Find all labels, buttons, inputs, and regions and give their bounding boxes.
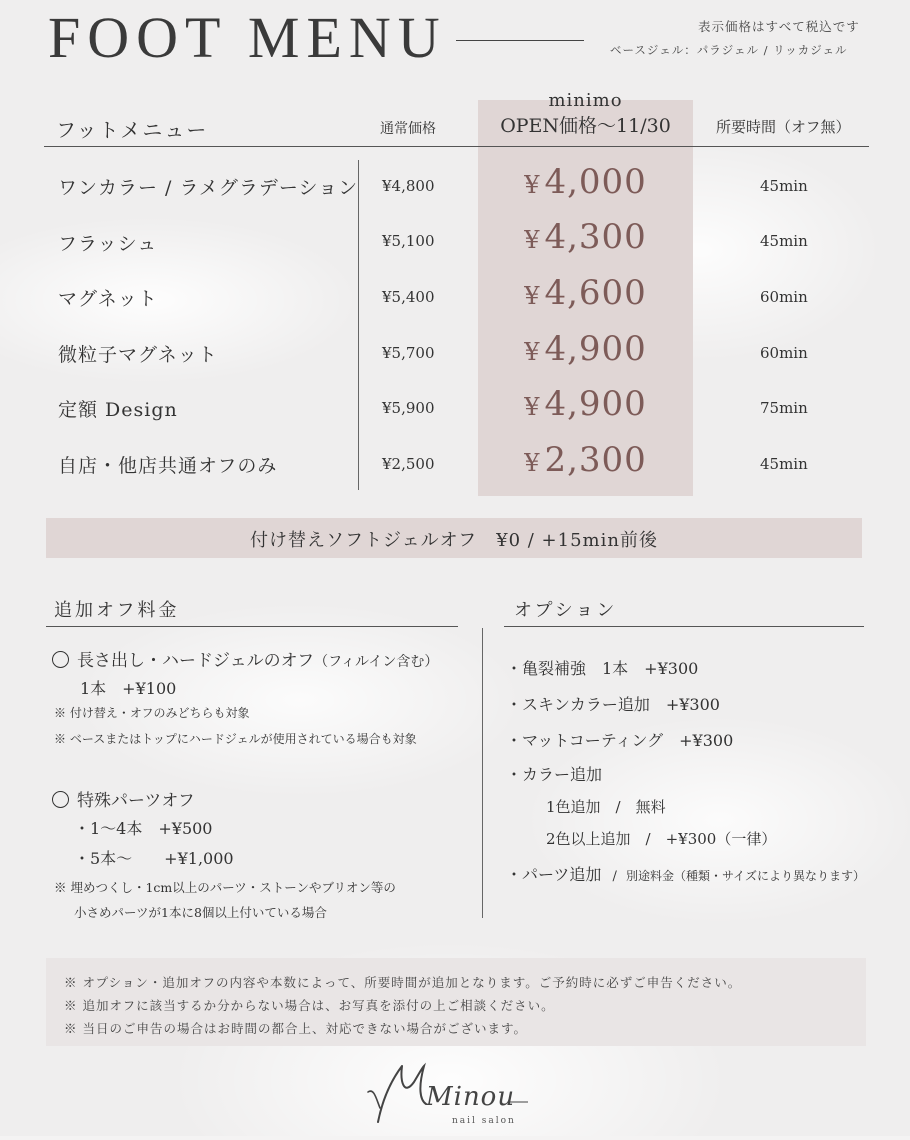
open-price bbox=[478, 217, 693, 257]
off-item-note: ※ 付け替え・オフのみどちらも対象 bbox=[54, 706, 250, 720]
open-price-value: 4,900 bbox=[544, 384, 647, 424]
column-header-open-line1: minimo bbox=[548, 90, 623, 111]
open-price bbox=[478, 440, 693, 480]
table-divider bbox=[358, 160, 359, 490]
regular-price: ¥5,700 bbox=[382, 344, 435, 362]
yen-mark: ¥ bbox=[524, 393, 541, 421]
yen-mark: ¥ bbox=[524, 338, 541, 366]
footer-note: ※ 当日のご申告の場合はお時間の都合上、対応できない場合がございます。 bbox=[64, 1021, 527, 1036]
regular-price: ¥5,100 bbox=[382, 232, 435, 250]
duration: 45min bbox=[760, 455, 808, 473]
menu-name: 微粒子マグネット bbox=[58, 344, 218, 366]
option-item-label: ・パーツ追加 bbox=[506, 865, 602, 884]
off-item-note: ※ 埋めつくし・1cm以上のパーツ・ストーンやブリオン等の bbox=[54, 880, 396, 895]
additional-off-rule bbox=[46, 626, 458, 627]
duration: 60min bbox=[760, 288, 808, 306]
regular-price: ¥4,800 bbox=[382, 177, 435, 195]
circle-bullet-icon bbox=[52, 791, 69, 808]
duration: 75min bbox=[760, 399, 808, 417]
option-sub-item: 1色追加 / 無料 bbox=[546, 798, 666, 816]
duration: 45min bbox=[760, 177, 808, 195]
regular-price: ¥5,400 bbox=[382, 288, 435, 306]
open-price-value: 4,900 bbox=[544, 329, 647, 369]
options-rule bbox=[504, 626, 864, 627]
page-title: FOOT MENU bbox=[48, 5, 447, 70]
soft-gel-off-text: 付け替えソフトジェルオフ ¥0 / +15min前後 bbox=[250, 530, 658, 551]
menu-name: マグネット bbox=[58, 288, 158, 310]
open-price bbox=[478, 329, 693, 369]
column-header-regular-price: 通常価格 bbox=[380, 121, 436, 137]
option-item-note: 別途料金（種類・サイズにより異なります） bbox=[625, 869, 865, 883]
option-item: ・亀裂補強 1本 +¥300 bbox=[506, 659, 699, 678]
regular-price: ¥5,900 bbox=[382, 399, 435, 417]
off-item-special-parts bbox=[52, 786, 195, 811]
off-item-note: ※ ベースまたはトップにハードジェルが使用されている場合も対象 bbox=[54, 732, 417, 746]
duration: 45min bbox=[760, 232, 808, 250]
off-item-note: 小さめパーツが1本に8個以上付いている場合 bbox=[74, 905, 327, 920]
open-price bbox=[478, 384, 693, 424]
regular-price: ¥2,500 bbox=[382, 455, 435, 473]
title-rule bbox=[456, 40, 584, 41]
table-header-rule bbox=[44, 146, 869, 147]
yen-mark: ¥ bbox=[524, 226, 541, 254]
menu-name: ワンカラー / ラメグラデーション bbox=[58, 177, 359, 199]
tax-note: 表示価格はすべて税込です bbox=[698, 19, 860, 34]
open-price-value: 2,300 bbox=[544, 440, 647, 480]
option-separator: / bbox=[612, 869, 617, 884]
open-price bbox=[478, 162, 693, 202]
open-price bbox=[478, 273, 693, 313]
brand-logo bbox=[360, 1052, 560, 1136]
off-item-title: 長さ出し・ハードジェルのオフ bbox=[77, 651, 315, 671]
open-price-value: 4,000 bbox=[544, 162, 647, 202]
column-header-menu: フットメニュー bbox=[56, 118, 209, 142]
column-header-time: 所要時間（オフ無） bbox=[716, 118, 851, 136]
column-header-open-line2: OPEN価格～11/30 bbox=[500, 115, 671, 137]
off-item-title: 特殊パーツオフ bbox=[77, 791, 195, 811]
yen-mark: ¥ bbox=[524, 171, 541, 199]
off-item-price: ・1～4本 +¥500 bbox=[74, 819, 213, 838]
logo-tagline: nail salon bbox=[452, 1116, 516, 1126]
off-item-price: ・5本～ +¥1,000 bbox=[74, 849, 234, 868]
duration: 60min bbox=[760, 344, 808, 362]
circle-bullet-icon bbox=[52, 651, 69, 668]
section-divider bbox=[482, 628, 483, 918]
footer-note: ※ オプション・追加オフの内容や本数によって、所要時間が追加となります。ご予約時に必ずご申告ください。 bbox=[64, 975, 742, 990]
menu-name: フラッシュ bbox=[58, 233, 158, 255]
menu-name: 定額 Design bbox=[58, 399, 178, 421]
option-item: ・カラー追加 bbox=[506, 765, 603, 784]
additional-off-title: 追加オフ料金 bbox=[54, 600, 180, 621]
off-item-subtitle: （フィルイン含む） bbox=[314, 654, 439, 670]
logo-script-text: Minou bbox=[426, 1082, 516, 1112]
options-title: オプション bbox=[514, 600, 618, 621]
option-item: ・スキンカラー追加 +¥300 bbox=[506, 695, 720, 714]
option-item bbox=[506, 862, 865, 885]
footer-note: ※ 追加オフに該当するか分からない場合は、お写真を添付の上ご相談ください。 bbox=[64, 998, 555, 1013]
yen-mark: ¥ bbox=[524, 282, 541, 310]
option-item: ・マットコーティング +¥300 bbox=[506, 731, 734, 750]
yen-mark: ¥ bbox=[524, 449, 541, 477]
option-sub-item: 2色以上追加 / +¥300（一律） bbox=[546, 830, 777, 848]
off-item-price: 1本 +¥100 bbox=[80, 679, 177, 698]
open-price-value: 4,300 bbox=[544, 217, 647, 257]
base-gel-note: ベースジェル：パラジェル / リッカジェル bbox=[610, 43, 848, 57]
off-item-long-hard-gel bbox=[52, 646, 438, 671]
open-price-value: 4,600 bbox=[544, 273, 647, 313]
menu-name: 自店・他店共通オフのみ bbox=[58, 455, 278, 477]
